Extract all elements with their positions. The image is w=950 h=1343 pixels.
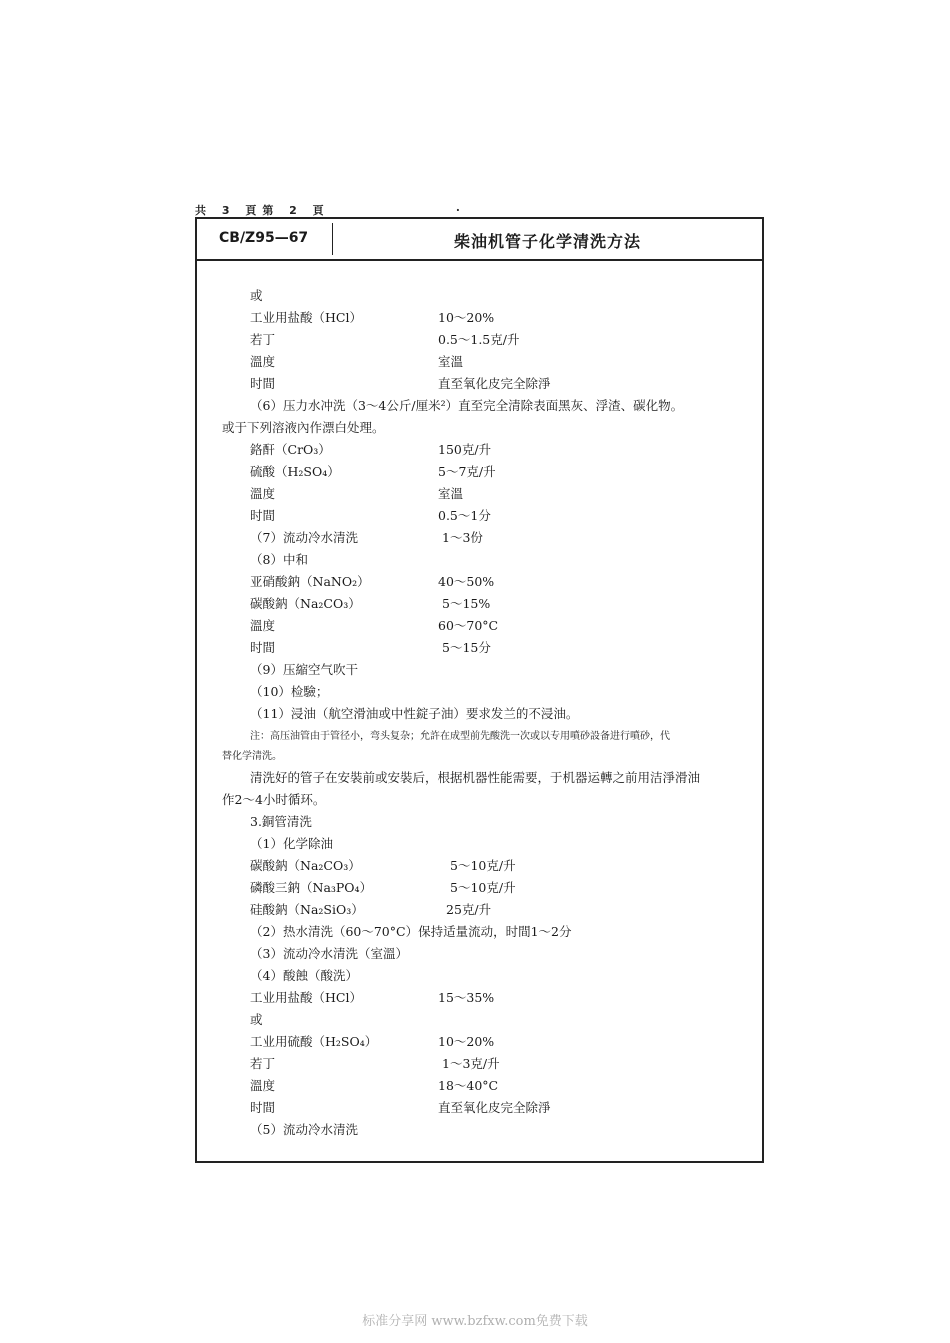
param-label: 时間: [250, 508, 276, 523]
param-value: 0.5～1分: [438, 508, 491, 523]
section-heading: 3.銅管清洗: [250, 814, 312, 829]
param-value: 5～7克/升: [438, 464, 496, 479]
param-label: 工业用硫酸（H₂SO₄）: [250, 1034, 378, 1049]
text-line: 作2～4小时循环。: [222, 792, 326, 807]
text-line: （1）化学除油: [250, 836, 333, 851]
text-line: 清洗好的管子在安裝前或安裝后，根据机器性能需要，于机器运轉之前用洁淨滑油: [250, 770, 701, 785]
param-value: 150克/升: [438, 442, 492, 457]
text-line: 或: [250, 1012, 263, 1027]
param-label: 若丁: [250, 1056, 276, 1071]
param-label: 溫度: [250, 486, 276, 501]
param-label: 硫酸（H₂SO₄）: [250, 464, 340, 479]
text-line: 或于下列溶液內作漂白处理。: [222, 420, 385, 435]
param-value: 1～3份: [442, 530, 483, 545]
text-line: （5）流动冷水清洗: [250, 1122, 358, 1137]
footer-watermark: 标准分享网 www.bzfxw.com免费下载: [362, 1314, 588, 1329]
param-label: 工业用盐酸（HCl）: [250, 990, 362, 1005]
param-value: 室溫: [438, 354, 464, 369]
param-label: 工业用盐酸（HCl）: [250, 310, 362, 325]
param-label: 时間: [250, 1100, 276, 1115]
param-label: 亚硝酸鈉（NaNO₂）: [250, 574, 370, 589]
param-value: 15～35%: [438, 990, 495, 1005]
param-value: 18～40°C: [438, 1078, 499, 1093]
text-line: （4）酸蝕（酸洗）: [250, 968, 358, 983]
text-line: （11）浸油（航空滑油或中性錠子油）要求发兰的不浸油。: [250, 706, 579, 721]
param-label: 碳酸鈉（Na₂CO₃）: [250, 858, 361, 873]
param-value: 5～10克/升: [450, 858, 516, 873]
note-line: 注：高压油管由于管径小，弯头复杂；允許在成型前先酸洗一次或以专用噴砂設备进行噴砂，代: [250, 731, 670, 742]
param-label: 碳酸鈉（Na₂CO₃）: [250, 596, 361, 611]
text-line: （6）压力水冲洗（3～4公斤/厘米²）直至完全清除表面黑灰、浮渣、碳化物。: [250, 398, 684, 413]
note-line: 替化学清洗。: [222, 751, 282, 762]
text-line: （8）中和: [250, 552, 308, 567]
param-value: 1～3克/升: [442, 1056, 500, 1071]
header-mark: ·: [456, 204, 460, 217]
param-value: 40～50%: [438, 574, 495, 589]
param-value: 10～20%: [438, 310, 495, 325]
param-label: 时間: [250, 640, 276, 655]
page-count-header: 共 3 頁第 2 頁: [195, 204, 330, 217]
title-bar: [197, 219, 762, 261]
param-label: （7）流动冷水清洗: [250, 530, 358, 545]
text-line: 或: [250, 288, 263, 303]
param-label: 溫度: [250, 1078, 276, 1093]
param-label: 磷酸三鈉（Na₃PO₄）: [250, 880, 373, 895]
param-value: 5～10克/升: [450, 880, 516, 895]
param-label: 硅酸鈉（Na₂SiO₃）: [250, 902, 364, 917]
param-value: 室溫: [438, 486, 464, 501]
param-value: 直至氧化皮完全除淨: [438, 1100, 551, 1115]
text-line: （10）检驗；: [250, 684, 329, 699]
param-label: 若丁: [250, 332, 276, 347]
param-label: 时間: [250, 376, 276, 391]
text-line: （9）压縮空气吹干: [250, 662, 358, 677]
text-line: （2）热水清洗（60～70°C）保持适量流动，时間1～2分: [250, 924, 572, 939]
param-value: 25克/升: [446, 902, 492, 917]
param-value: 直至氧化皮完全除淨: [438, 376, 551, 391]
param-value: 5～15分: [442, 640, 491, 655]
param-value: 10～20%: [438, 1034, 495, 1049]
param-value: 60～70°C: [438, 618, 499, 633]
param-label: 溫度: [250, 354, 276, 369]
param-value: 5～15%: [442, 596, 491, 611]
param-value: 0.5～1.5克/升: [438, 332, 520, 347]
standard-number: CB/Z95—67: [219, 230, 309, 246]
param-label: 鉻酐（CrO₃）: [250, 442, 331, 457]
document-title: 柴油机管子化学清洗方法: [453, 232, 641, 251]
param-label: 溫度: [250, 618, 276, 633]
text-line: （3）流动冷水清洗（室溫）: [250, 946, 408, 961]
